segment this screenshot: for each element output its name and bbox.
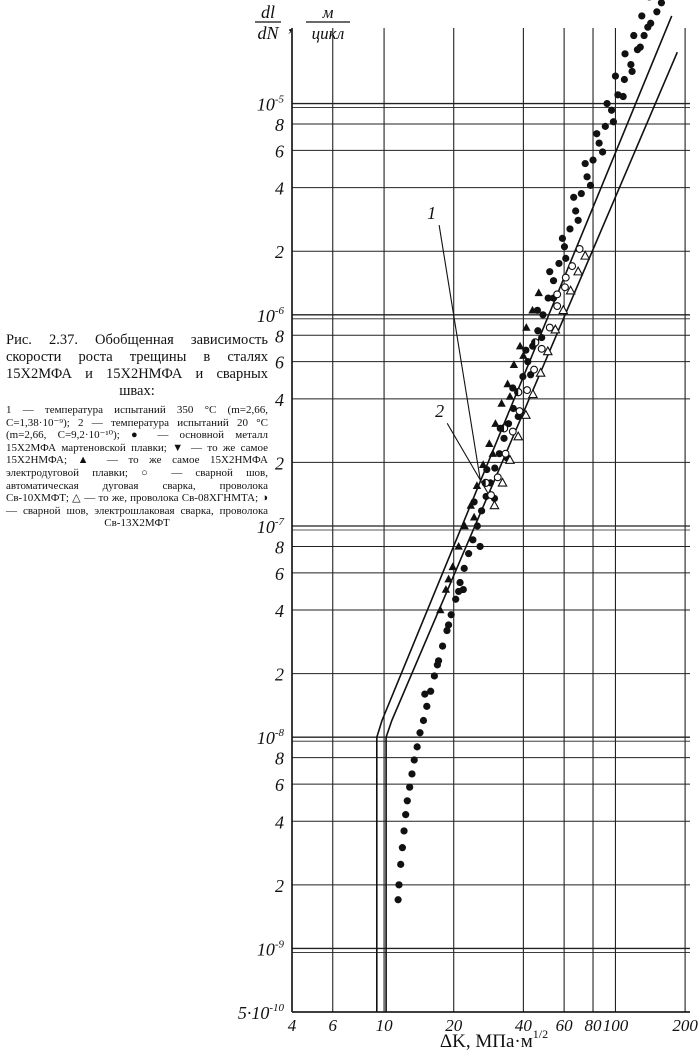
y-tick-label: 4 <box>275 601 284 622</box>
marker-filled-circle <box>621 50 628 57</box>
marker-filled-circle <box>612 72 619 79</box>
marker-filled-circle <box>641 32 648 39</box>
marker-filled-triangle <box>436 606 444 614</box>
y-tick-label: 8 <box>275 326 284 347</box>
tick-labels <box>238 94 699 1035</box>
curve-1 <box>377 16 672 1012</box>
y-tick-label: $10^{-6}$ <box>256 304 284 326</box>
marker-filled-triangle <box>506 392 514 400</box>
marker-filled-circle <box>658 0 665 6</box>
marker-filled-circle <box>566 225 573 232</box>
y-label-numerator: dl <box>260 2 276 22</box>
x-tick-label: 4 <box>287 1016 297 1035</box>
y-label-denominator: dN <box>257 23 279 43</box>
marker-filled-triangle <box>535 288 543 296</box>
marker-filled-circle <box>621 76 628 83</box>
marker-filled-circle <box>408 770 415 777</box>
marker-filled-circle <box>546 268 553 275</box>
y-tick-label: 6 <box>275 563 284 584</box>
marker-filled-triangle <box>503 380 511 388</box>
figure-caption <box>6 332 268 530</box>
x-tick-label: 6 <box>328 1016 337 1035</box>
y-tick-label: $10^{-9}$ <box>256 938 284 960</box>
marker-filled-circle <box>578 190 585 197</box>
x-tick-label: 10 <box>375 1016 393 1035</box>
marker-filled-circle <box>538 334 545 341</box>
x-tick-label: 40 <box>514 1016 532 1035</box>
axis-labels <box>255 2 548 1052</box>
y-tick-label: $10^{-5}$ <box>256 93 284 115</box>
x-tick-label: 80 <box>584 1016 602 1035</box>
marker-filled-circle <box>519 373 526 380</box>
marker-filled-circle <box>610 118 617 125</box>
marker-filled-circle <box>620 93 627 100</box>
marker-filled-circle <box>414 743 421 750</box>
caption-legend: 1 — температура испытаний 350 °С (m=2,66, С=1,38·10⁻⁹); 2 — температура испытаний 20 °С (m=2,66, С=9,2·10⁻¹⁰); ● — основной металл 15Х2МФА мартеновской плавки; ▼ — то же самое 15Х2НМФА; ▲ — то же самое 15Х2НМФА электродуговой плавки; ○ — сварной шов, автоматическая дуговая сварка, проволока Св-10ХМФТ; △ — то же, проволока Св-08ХГНМТА; ◑ — сварной шов, электрошлаковая сварка, проволока Св-13Х2МФТ <box>6 404 268 530</box>
marker-filled-circle <box>439 643 446 650</box>
curve-leader-1 <box>439 225 480 481</box>
marker-filled-triangle <box>491 419 499 427</box>
marker-filled-circle <box>400 827 407 834</box>
marker-filled-circle <box>550 277 557 284</box>
y-unit-denominator: цикл <box>311 24 345 43</box>
y-label-comma: , <box>288 15 293 35</box>
marker-filled-circle <box>465 550 472 557</box>
marker-open-triangle <box>581 251 589 259</box>
marker-filled-circle <box>420 717 427 724</box>
curve-2 <box>386 52 677 1012</box>
caption-title: Рис. 2.37. Обобщенная зависимость скорости роста трещины в сталях 15Х2МФА и 15Х2НМФА и сварных швах: <box>6 332 268 399</box>
marker-filled-circle <box>572 207 579 214</box>
marker-filled-circle <box>423 703 430 710</box>
y-tick-label: 2 <box>275 875 284 896</box>
marker-open-circle <box>538 345 545 352</box>
marker-filled-circle <box>431 672 438 679</box>
marker-filled-triangle <box>444 575 452 583</box>
marker-filled-circle <box>416 729 423 736</box>
marker-filled-circle <box>587 182 594 189</box>
marker-filled-circle <box>461 565 468 572</box>
x-tick-label: 100 <box>602 1016 629 1035</box>
marker-filled-triangle <box>449 562 457 570</box>
x-tick-label: 20 <box>445 1016 463 1035</box>
y-tick-label: 4 <box>275 389 284 410</box>
marker-filled-circle <box>582 160 589 167</box>
marker-open-circle <box>524 387 531 394</box>
y-tick-label: 2 <box>275 664 284 685</box>
marker-filled-circle <box>411 756 418 763</box>
y-tick-label: 2 <box>275 242 284 263</box>
y-tick-label: 8 <box>275 537 284 558</box>
y-tick-label: $10^{-8}$ <box>256 727 284 749</box>
marker-filled-circle <box>627 61 634 68</box>
y-tick-label: $5\cdot 10^{-10}$ <box>237 1002 284 1023</box>
marker-filled-circle <box>476 543 483 550</box>
marker-open-circle <box>569 263 576 270</box>
marker-open-circle <box>562 284 569 291</box>
marker-filled-triangle <box>497 399 505 407</box>
marker-open-circle <box>502 450 509 457</box>
curve-label-1: 1 <box>427 203 437 224</box>
marker-open-circle <box>576 246 583 253</box>
y-tick-label: 4 <box>275 178 284 199</box>
marker-filled-circle <box>421 690 428 697</box>
marker-filled-circle <box>608 107 615 114</box>
marker-filled-triangle <box>479 460 487 468</box>
marker-filled-circle <box>562 255 569 262</box>
grid <box>292 28 690 1012</box>
marker-filled-circle <box>602 123 609 130</box>
y-tick-label: 6 <box>275 352 284 373</box>
marker-filled-circle <box>599 148 606 155</box>
marker-open-circle <box>488 492 495 499</box>
marker-open-circle <box>516 408 523 415</box>
marker-filled-circle <box>395 896 402 903</box>
curve-label-2: 2 <box>435 401 445 422</box>
y-tick-label: 6 <box>275 775 284 796</box>
marker-filled-triangle <box>489 449 497 457</box>
curves <box>377 16 678 1012</box>
marker-open-circle <box>562 274 569 281</box>
y-unit-numerator: м <box>322 3 334 22</box>
marker-filled-circle <box>474 522 481 529</box>
marker-open-circle <box>494 474 501 481</box>
marker-filled-circle <box>399 844 406 851</box>
marker-filled-circle <box>561 243 568 250</box>
marker-filled-circle <box>583 173 590 180</box>
marker-filled-circle <box>589 157 596 164</box>
marker-filled-circle <box>555 260 562 267</box>
x-tick-label: 60 <box>555 1016 573 1035</box>
marker-filled-triangle <box>485 439 493 447</box>
marker-filled-circle <box>637 44 644 51</box>
marker-filled-circle <box>534 327 541 334</box>
marker-filled-circle <box>570 194 577 201</box>
marker-filled-circle <box>404 797 411 804</box>
marker-filled-circle <box>653 8 660 15</box>
marker-filled-circle <box>478 507 485 514</box>
marker-filled-circle <box>628 68 635 75</box>
y-tick-label: 6 <box>275 141 284 162</box>
y-tick-label: 4 <box>275 812 284 833</box>
x-axis-label: ΔK, $МПа\cdot м^{1/2}$ <box>439 1027 549 1052</box>
marker-filled-circle <box>469 536 476 543</box>
marker-filled-circle <box>630 32 637 39</box>
marker-filled-circle <box>524 358 531 365</box>
marker-filled-circle <box>593 130 600 137</box>
marker-open-triangle <box>490 501 498 509</box>
marker-filled-circle <box>452 596 459 603</box>
marker-filled-circle <box>559 235 566 242</box>
marker-open-circle <box>531 366 538 373</box>
marker-open-circle <box>554 291 561 298</box>
marker-filled-circle <box>397 861 404 868</box>
y-tick-label: $10^{-7}$ <box>256 516 284 537</box>
marker-filled-circle <box>455 588 462 595</box>
marker-open-circle <box>509 428 516 435</box>
marker-filled-circle <box>402 811 409 818</box>
marker-filled-circle <box>395 881 402 888</box>
marker-filled-circle <box>596 139 603 146</box>
marker-open-circle <box>546 324 553 331</box>
y-tick-label: 2 <box>275 453 284 474</box>
data-points <box>395 0 665 903</box>
marker-filled-circle <box>638 12 645 19</box>
marker-filled-circle <box>456 579 463 586</box>
y-tick-label: 8 <box>275 115 284 136</box>
marker-filled-circle <box>434 661 441 668</box>
y-tick-label: 8 <box>275 748 284 769</box>
marker-open-circle <box>554 303 561 310</box>
marker-filled-circle <box>406 784 413 791</box>
marker-filled-triangle <box>470 513 478 521</box>
marker-filled-circle <box>445 621 452 628</box>
marker-filled-circle <box>491 464 498 471</box>
marker-filled-circle <box>603 100 610 107</box>
marker-filled-circle <box>644 24 651 31</box>
marker-filled-circle <box>500 435 507 442</box>
marker-filled-circle <box>575 217 582 224</box>
x-tick-label: 200 <box>672 1016 698 1035</box>
marker-filled-circle <box>448 611 455 618</box>
